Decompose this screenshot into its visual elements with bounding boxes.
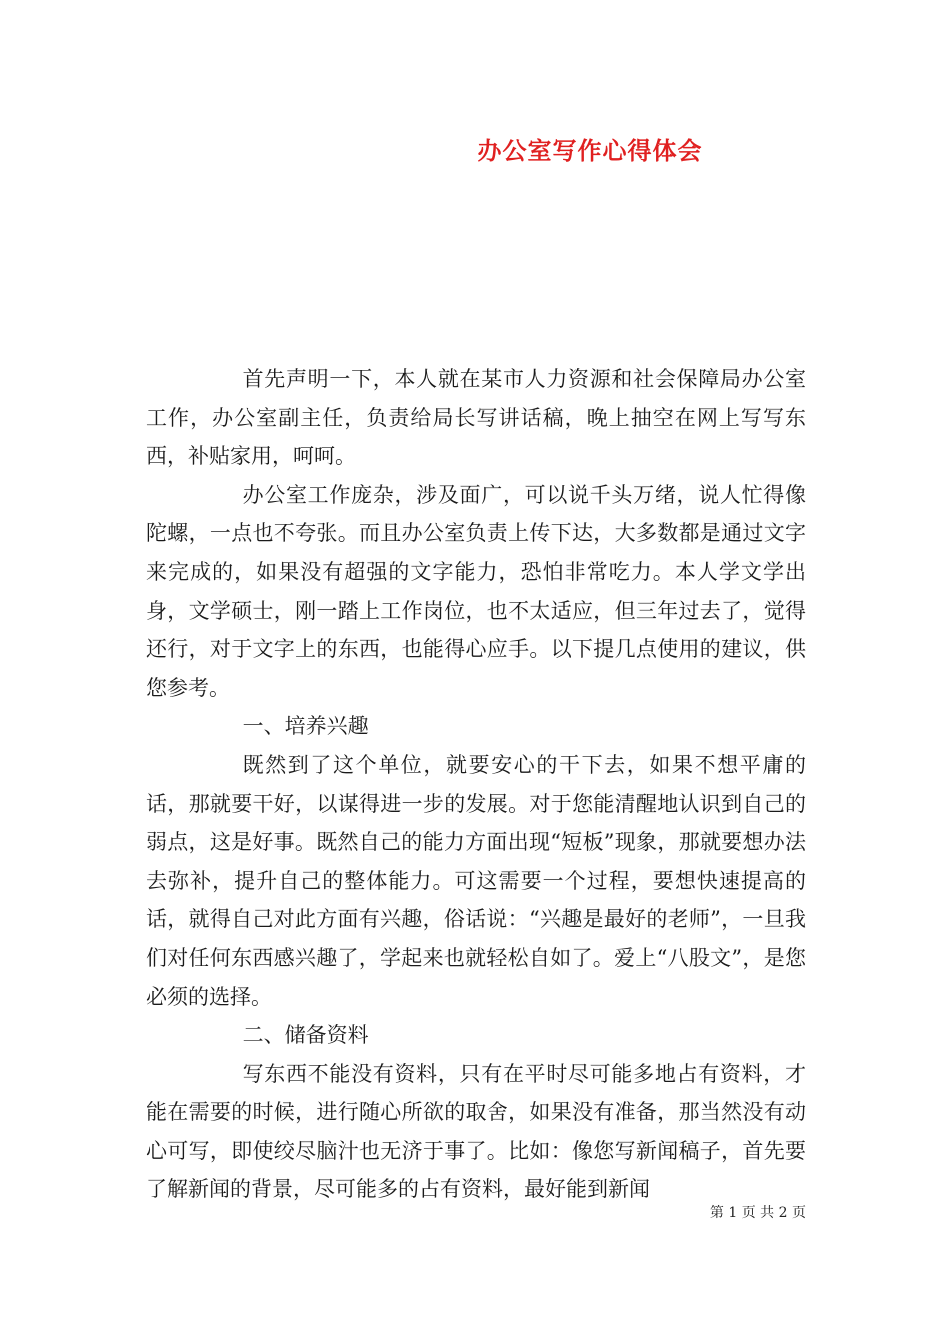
- section-heading-interest: 一、培养兴趣: [242, 714, 369, 739]
- page-number-footer: 第 1 页 共 2 页: [709, 1205, 806, 1221]
- document-body: [146, 360, 806, 1209]
- paragraph-interest: 既然到了这个单位，就要安心的干下去，如果不想平庸的话，那就要干好，以谋得进一步的发展。对于您能清醒地认识到自己的弱点，这是好事。既然自己的能力方面出现“短板”现象，那就要想办法去弥补，提升自己的整体能力。可这需要一个过程，要想快速提高的话，就得自己对此方面有兴趣，俗话说：“兴趣是最好的老师”，一旦我们对任何东西感兴趣了，学起来也就轻松自如了。爱上“八股文”，是您必须的选择。: [146, 752, 806, 1009]
- paragraph-office-work: 办公室工作庞杂，涉及面广，可以说千头万绪，说人忙得像陀螺，一点也不夸张。而且办公室负责上传下达，大多数都是通过文字来完成的，如果没有超强的文字能力，恐怕非常吃力。本人学文学出身，文学硕士，刚一踏上工作岗位，也不太适应，但三年过去了，觉得还行，对于文字上的东西，也能得心应手。以下提几点使用的建议，供您参考。: [146, 482, 806, 700]
- paragraph-intro: 首先声明一下，本人就在某市人力资源和社会保障局办公室工作，办公室副主任，负责给局长写讲话稿，晚上抽空在网上写写东西，补贴家用，呵呵。: [146, 367, 806, 469]
- paragraph-materials: 写东西不能没有资料，只有在平时尽可能多地占有资料，才能在需要的时候，进行随心所欲的取舍，如果没有准备，那当然没有动心可写，即使绞尽脑汁也无济于事了。比如：像您写新闻稿子，首先要了解新闻的背景，尽可能多的占有资料，最好能到新闻: [146, 1061, 806, 1202]
- section-heading-materials: 二、储备资料: [242, 1023, 369, 1048]
- document-title: 办公室写作心得体会: [477, 136, 703, 165]
